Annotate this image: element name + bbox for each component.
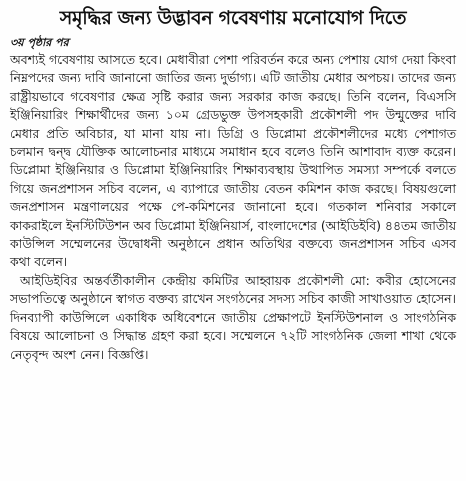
headline: সমৃদ্ধির জন্য উদ্ভাবন গবেষণায় মনোযোগ দিতে — [59, 7, 407, 29]
continued-from-label: ৩য় পৃষ্ঠার পর — [10, 36, 69, 49]
article-paragraph: আইডিইবির অন্তর্বর্তীকালীন কেন্দ্রীয় কমিটির আহ্বায়ক প্রকৌশলী মো: কবীর হোসেনের সভাপতিত্বে অনুষ্ঠানে স্বাগত বক্তব্য রাখেন সংগঠনের সদস্য সচিব কাজী সাখাওয়াত হোসেন। দিনব্যাপী কাউন্সিলে একাধিক অধিবেশনে জাতীয় প্রেক্ষাপটে ইনস্টিউশনাল ও সাংগঠনিক বিষয়ে আলোচনা ও সিদ্ধান্ত গ্রহণ করা হবে। সম্মেলনে ৭২টি সাংগঠনিক জেলা শাখা থেকে নেতৃবৃন্দ অংশ নেন। বিজ্ঞপ্তি। — [10, 272, 456, 362]
article-body — [10, 51, 456, 364]
article-paragraph: অবশ্যই গবেষণায় আসতে হবে। মেধাবীরা পেশা পরিবর্তন করে অন্য পেশায় যোগ দেয়া কিংবা নিম্নপদের জন্য দাবি জানানো জাতির জন্য দুর্ভাগ্য। এটি জাতীয় মেধার অপচয়। তাদের জন্য রাষ্ট্রীয়ভাবে গবেষণার ক্ষেত্র সৃষ্টি করার জন্য সরকার কাজ করছে। তিনি বলেন, বিএসসি ইঞ্জিনিয়ারিং শিক্ষার্থীদের জন্য ১০ম গ্রেডভুক্ত উপসহকারী প্রকৌশলী পদ উন্মুক্তের দাবি মেধার প্রতি অবিচার, যা মানা যায় না। ডিগ্রি ও ডিপ্লোমা প্রকৌশলীদের মধ্যে পেশাগত চলমান দ্বন্দ্ব যৌক্তিক আলোচনার মাধ্যমে সমাধান হবে বলেও তিনি আশাবাদ ব্যক্ত করেন। ডিপ্লোমা ইঞ্জিনিয়ার ও ডিপ্লোমা ইঞ্জিনিয়ারিং শিক্ষাব্যবস্থায় উত্থাপিত সমস্যা সম্পর্কে বলতে গিয়ে জনপ্রশাসন সচিব বলেন, এ ব্যাপারে জাতীয় বেতন কমিশন কাজ করছে। বিষয়গুলো জনপ্রশাসন মন্ত্রণালয়ের পক্ষে পে-কমিশনের জানানো হবে। গতকাল শনিবার সকালে কাকরাইলে ইনস্টিটিউশন অব ডিপ্লোমা ইঞ্জিনিয়ার্স, বাংলাদেশের (আইডিইবি) ৪৪তম জাতীয় কাউন্সিল সম্মেলনের উদ্বোধনী অনুষ্ঠানে প্রধান অতিথির বক্তব্যে জনপ্রশাসন সচিব এসব কথা বলেন। — [10, 52, 456, 270]
